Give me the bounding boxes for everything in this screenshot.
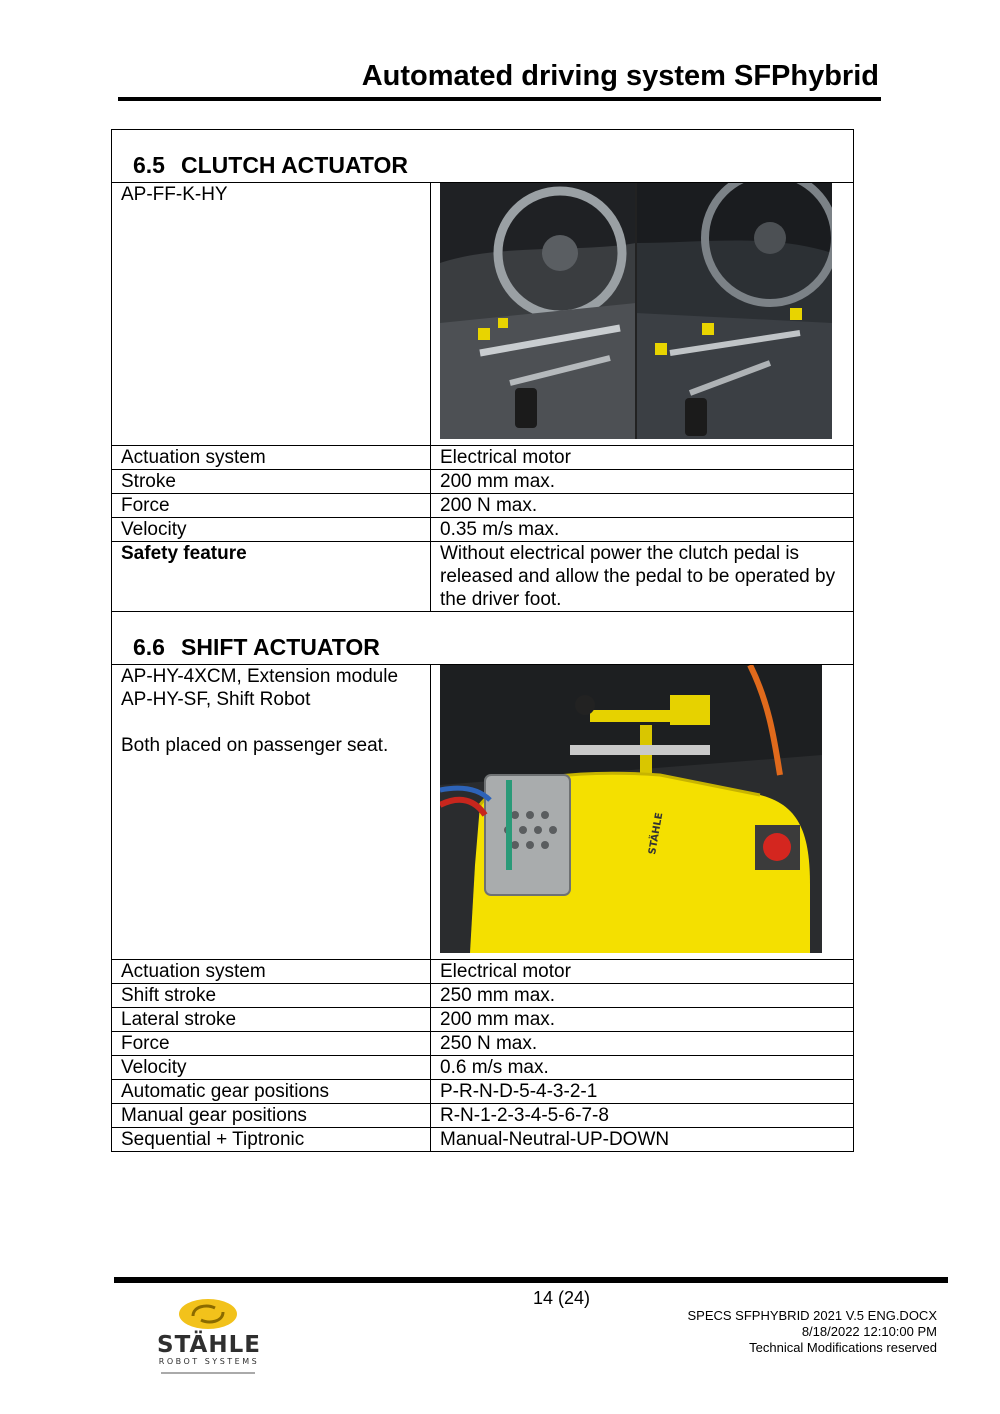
table-row xyxy=(112,1032,854,1056)
spec-value: 200 mm max. xyxy=(431,1008,854,1032)
footer-rule xyxy=(114,1277,948,1283)
section-number: 6.5 xyxy=(133,152,165,178)
clutch-photo-cell xyxy=(431,183,854,446)
spec-value: Electrical motor xyxy=(431,446,854,470)
spec-value: P-R-N-D-5-4-3-2-1 xyxy=(431,1080,854,1104)
shift-model-row xyxy=(112,665,854,960)
spec-label: Actuation system xyxy=(112,446,431,470)
section-number: 6.6 xyxy=(133,634,165,660)
page-number: 14 (24) xyxy=(533,1288,591,1308)
table-row xyxy=(112,494,854,518)
table-row xyxy=(112,518,854,542)
spec-value: 200 mm max. xyxy=(431,470,854,494)
spec-value: R-N-1-2-3-4-5-6-7-8 xyxy=(431,1104,854,1128)
spec-label: Lateral stroke xyxy=(112,1008,431,1032)
header-rule xyxy=(118,97,881,101)
logo-tagline: ROBOT SYSTEMS xyxy=(158,1357,260,1366)
shift-model-label: AP-HY-4XCM, Extension module AP-HY-SF, Shift Robot Both placed on passenger seat. xyxy=(112,665,431,960)
section-header-clutch xyxy=(112,130,854,183)
spec-value: 0.6 m/s max. xyxy=(431,1056,854,1080)
page-title: Automated driving system SFPhybrid xyxy=(361,60,879,92)
table-row xyxy=(112,984,854,1008)
spec-value: Without electrical power the clutch pedal is released and allow the pedal to be operated by the driver foot. xyxy=(431,542,854,612)
clutch-actuator-photo xyxy=(440,183,832,439)
table-row xyxy=(112,960,854,984)
clutch-model-row xyxy=(112,183,854,446)
footer-note: Technical Modifications reserved xyxy=(749,1340,937,1355)
logo-brand: STÄHLE xyxy=(157,1332,261,1358)
shift-actuator-photo xyxy=(440,665,822,953)
shift-photo-cell xyxy=(431,665,854,960)
box-brand-text: STÄHLE xyxy=(647,811,666,856)
spec-label: Velocity xyxy=(112,1056,431,1080)
spec-label: Shift stroke xyxy=(112,984,431,1008)
spec-label: Actuation system xyxy=(112,960,431,984)
spec-value: 200 N max. xyxy=(431,494,854,518)
section-header-shift xyxy=(112,612,854,665)
spec-label: Sequential + Tiptronic xyxy=(112,1128,431,1152)
spec-label: Force xyxy=(112,1032,431,1056)
footer-datetime: 8/18/2022 12:10:00 PM xyxy=(801,1324,937,1339)
staehle-logo xyxy=(135,1296,283,1376)
section-title: CLUTCH ACTUATOR xyxy=(181,152,408,178)
spec-label: Automatic gear positions xyxy=(112,1080,431,1104)
spec-value: Electrical motor xyxy=(431,960,854,984)
table-row xyxy=(112,1008,854,1032)
spec-label: Force xyxy=(112,494,431,518)
spec-value: Manual-Neutral-UP-DOWN xyxy=(431,1128,854,1152)
spec-table xyxy=(111,129,854,1152)
footer-filename: SPECS SFPHYBRID 2021 V.5 ENG.DOCX xyxy=(687,1308,937,1323)
footer-info xyxy=(687,1308,937,1356)
table-row xyxy=(112,1128,854,1152)
table-row xyxy=(112,446,854,470)
spec-label: Stroke xyxy=(112,470,431,494)
spec-label: Manual gear positions xyxy=(112,1104,431,1128)
table-row xyxy=(112,1056,854,1080)
table-row xyxy=(112,1080,854,1104)
spec-value: 250 N max. xyxy=(431,1032,854,1056)
spec-value: 250 mm max. xyxy=(431,984,854,1008)
clutch-model-label: AP-FF-K-HY xyxy=(112,183,431,446)
table-row xyxy=(112,542,854,612)
spec-label: Velocity xyxy=(112,518,431,542)
spec-label: Safety feature xyxy=(112,542,431,612)
table-row xyxy=(112,1104,854,1128)
section-title: SHIFT ACTUATOR xyxy=(181,634,380,660)
spec-value: 0.35 m/s max. xyxy=(431,518,854,542)
table-row xyxy=(112,470,854,494)
